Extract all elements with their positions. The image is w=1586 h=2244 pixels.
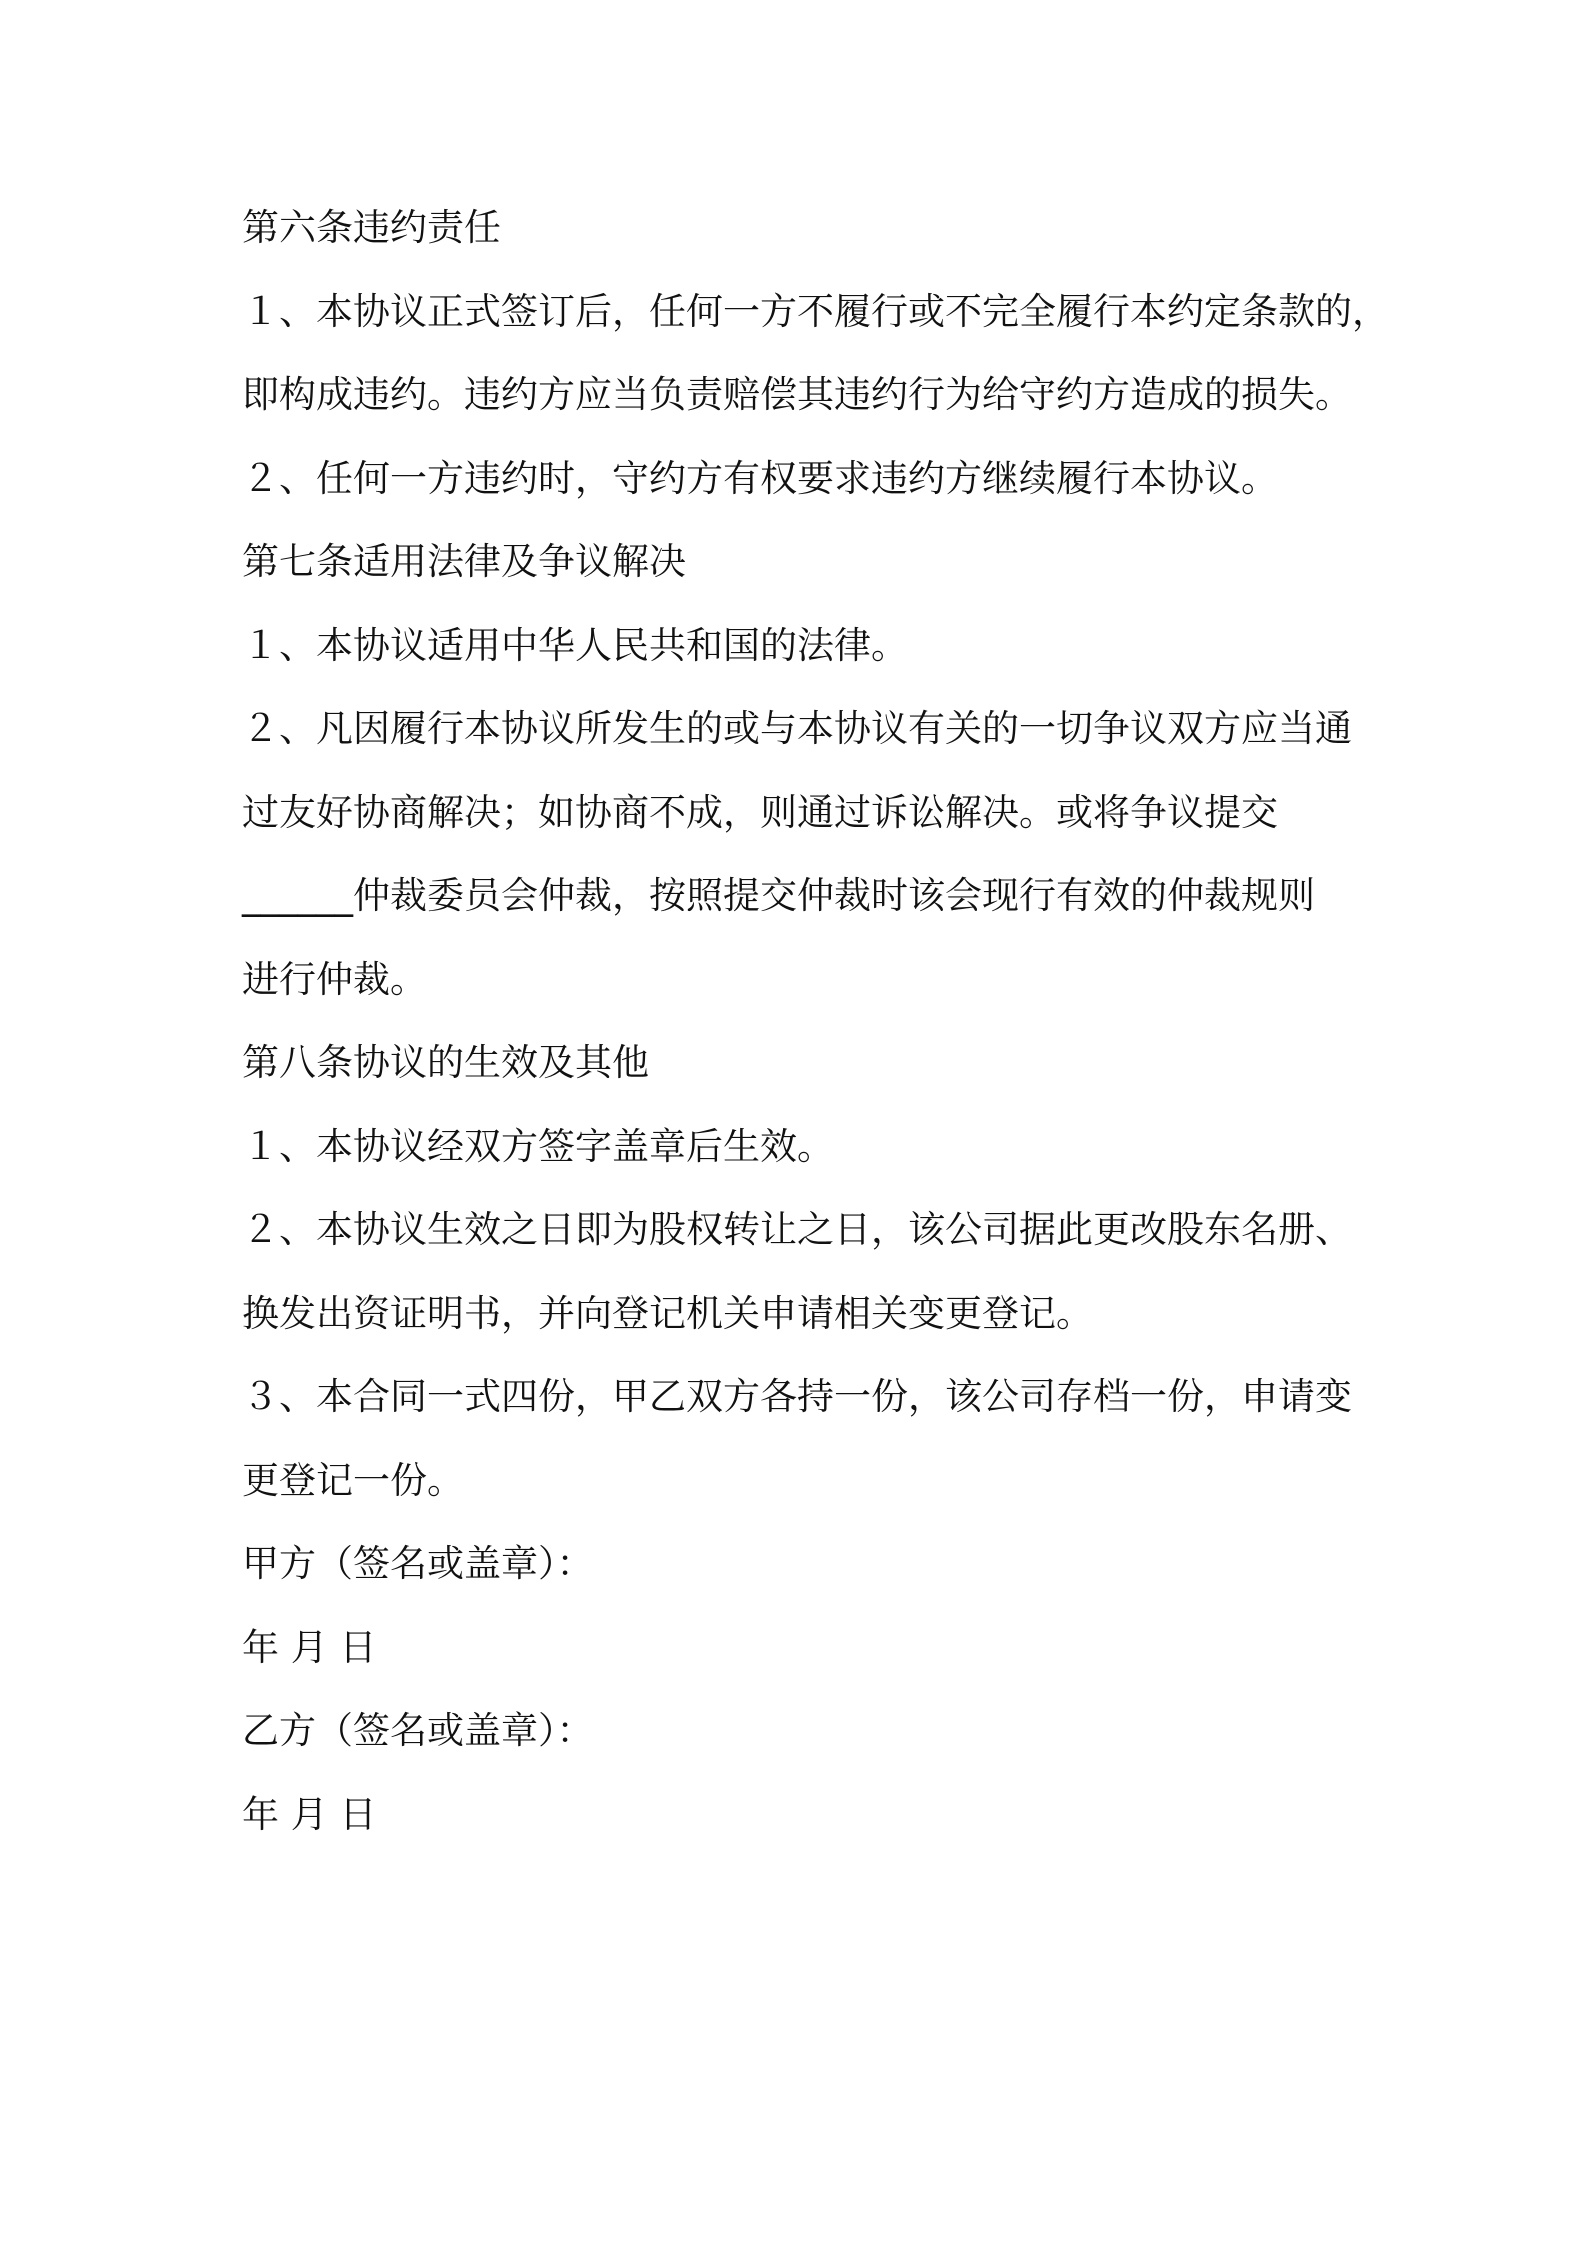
article-7-clause-2-line-1: ２、凡因履行本协议所发生的或与本协议有关的一切争议双方应当通 xyxy=(242,707,1352,750)
article-8-clause-3-line-2: 更登记一份。 xyxy=(242,1459,464,1502)
party-a-signature-label: 甲方（签名或盖章）： xyxy=(242,1542,594,1585)
article-7-clause-2-line-3: ______仲裁委员会仲裁，按照提交仲裁时该会现行有效的仲裁规则 xyxy=(242,874,1315,917)
article-6-clause-2: ２、任何一方违约时，守约方有权要求违约方继续履行本协议。 xyxy=(242,457,1278,500)
article-6-clause-1-line-1: １、本协议正式签订后，任何一方不履行或不完全履行本约定条款的， xyxy=(242,290,1389,333)
article-7-clause-1: １、本协议适用中华人民共和国的法律。 xyxy=(242,624,908,667)
article-8-clause-1: １、本协议经双方签字盖章后生效。 xyxy=(242,1125,834,1168)
article-7-clause-2-line-4: 进行仲裁。 xyxy=(242,958,427,1001)
article-8-clause-2-line-1: ２、本协议生效之日即为股权转让之日，该公司据此更改股东名册、 xyxy=(242,1208,1352,1251)
party-b-date-label: 年 月 日 xyxy=(242,1793,377,1836)
article-8-heading: 第八条协议的生效及其他 xyxy=(242,1041,649,1084)
party-a-date-label: 年 月 日 xyxy=(242,1626,377,1669)
article-7-clause-2-line-2: 过友好协商解决；如协商不成，则通过诉讼解决。或将争议提交 xyxy=(242,791,1278,834)
party-b-signature-label: 乙方（签名或盖章）： xyxy=(242,1709,594,1752)
article-6-heading: 第六条违约责任 xyxy=(242,206,501,249)
article-6-clause-1-line-2: 即构成违约。违约方应当负责赔偿其违约行为给守约方造成的损失。 xyxy=(242,373,1352,416)
article-8-clause-2-line-2: 换发出资证明书，并向登记机关申请相关变更登记。 xyxy=(242,1292,1093,1335)
article-8-clause-3-line-1: ３、本合同一式四份，甲乙双方各持一份，该公司存档一份，申请变 xyxy=(242,1375,1352,1418)
article-7-heading: 第七条适用法律及争议解决 xyxy=(242,540,686,583)
